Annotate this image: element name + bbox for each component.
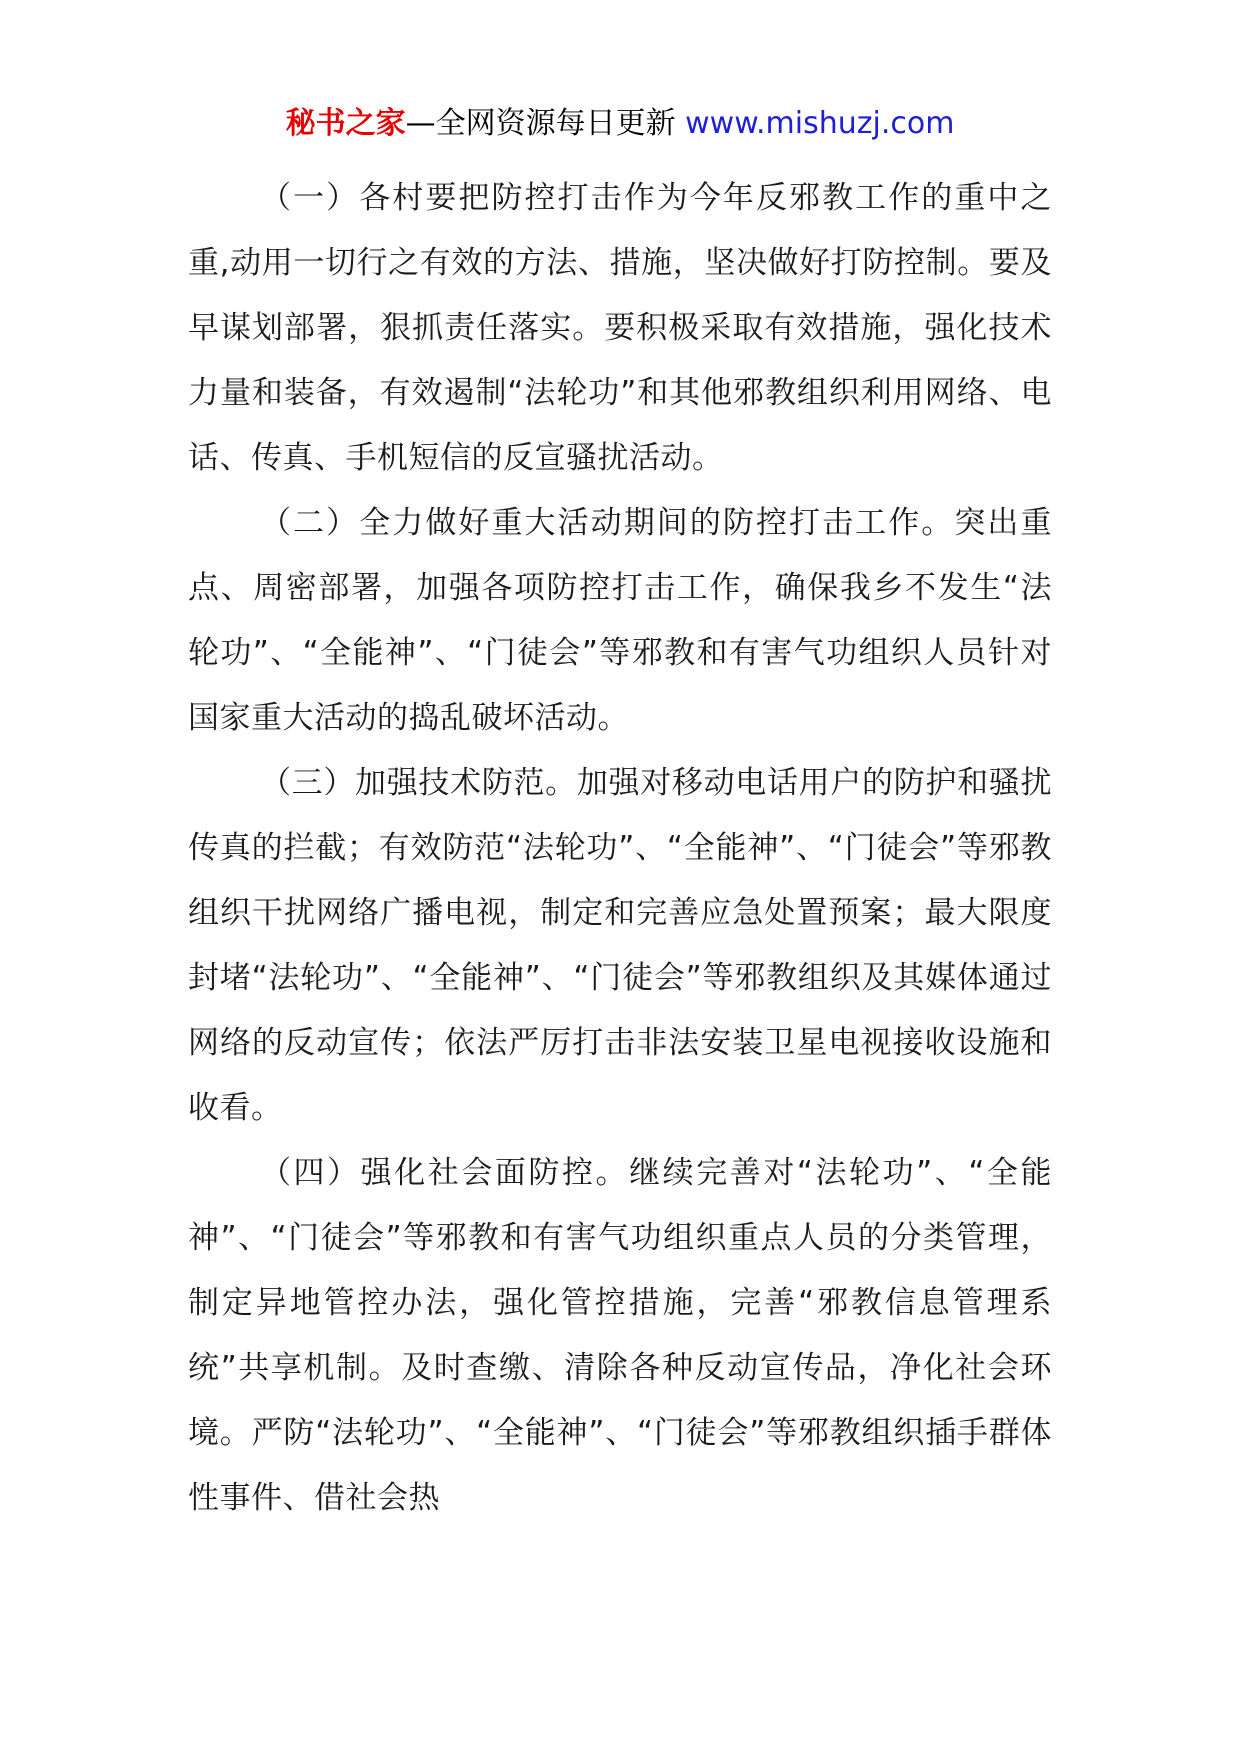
header-tagline: —全网资源每日更新 [405,106,686,141]
paragraph-4: （四）强化社会面防控。继续完善对“法轮功”、“全能神”、“门徒会”等邪教和有害气功组织重点人员的分类管理，制定异地管控办法，强化管控措施，完善“邪教信息管理系统”共享机制。及时查缴、清除各种反动宣传品，净化社会环境。严防“法轮功”、“全能神”、“门徒会”等邪教组织插手群体性事件、借社会热 [188,1155,1052,1516]
paragraph-2: （二）全力做好重大活动期间的防控打击工作。突出重点、周密部署，加强各项防控打击工作，确保我乡不发生“法轮功”、“全能神”、“门徒会”等邪教和有害气功组织人员针对国家重大活动的捣乱破坏活动。 [188,505,1052,736]
header-brand: 秘书之家 [285,106,406,141]
header-url[interactable]: www.mishuzj.com [685,106,955,141]
paragraph-3: （三）加强技术防范。加强对移动电话用户的防护和骚扰传真的拦截；有效防范“法轮功”、“全能神”、“门徒会”等邪教组织干扰网络广播电视，制定和完善应急处置预案；最大限度封堵“法轮功”、“全能神”、“门徒会”等邪教组织及其媒体通过网络的反动宣传；依法严厉打击非法安装卫星电视接收设施和收看。 [188,765,1052,1126]
paragraph-1: （一）各村要把防控打击作为今年反邪教工作的重中之重,动用一切行之有效的方法、措施，坚决做好打防控制。要及早谋划部署，狠抓责任落实。要积极采取有效措施，强化技术力量和装备，有效遏制“法轮功”和其他邪教组织利用网络、电话、传真、手机短信的反宣骚扰活动。 [188,180,1052,476]
page-header [0,104,1240,144]
document-body [188,166,1052,1531]
